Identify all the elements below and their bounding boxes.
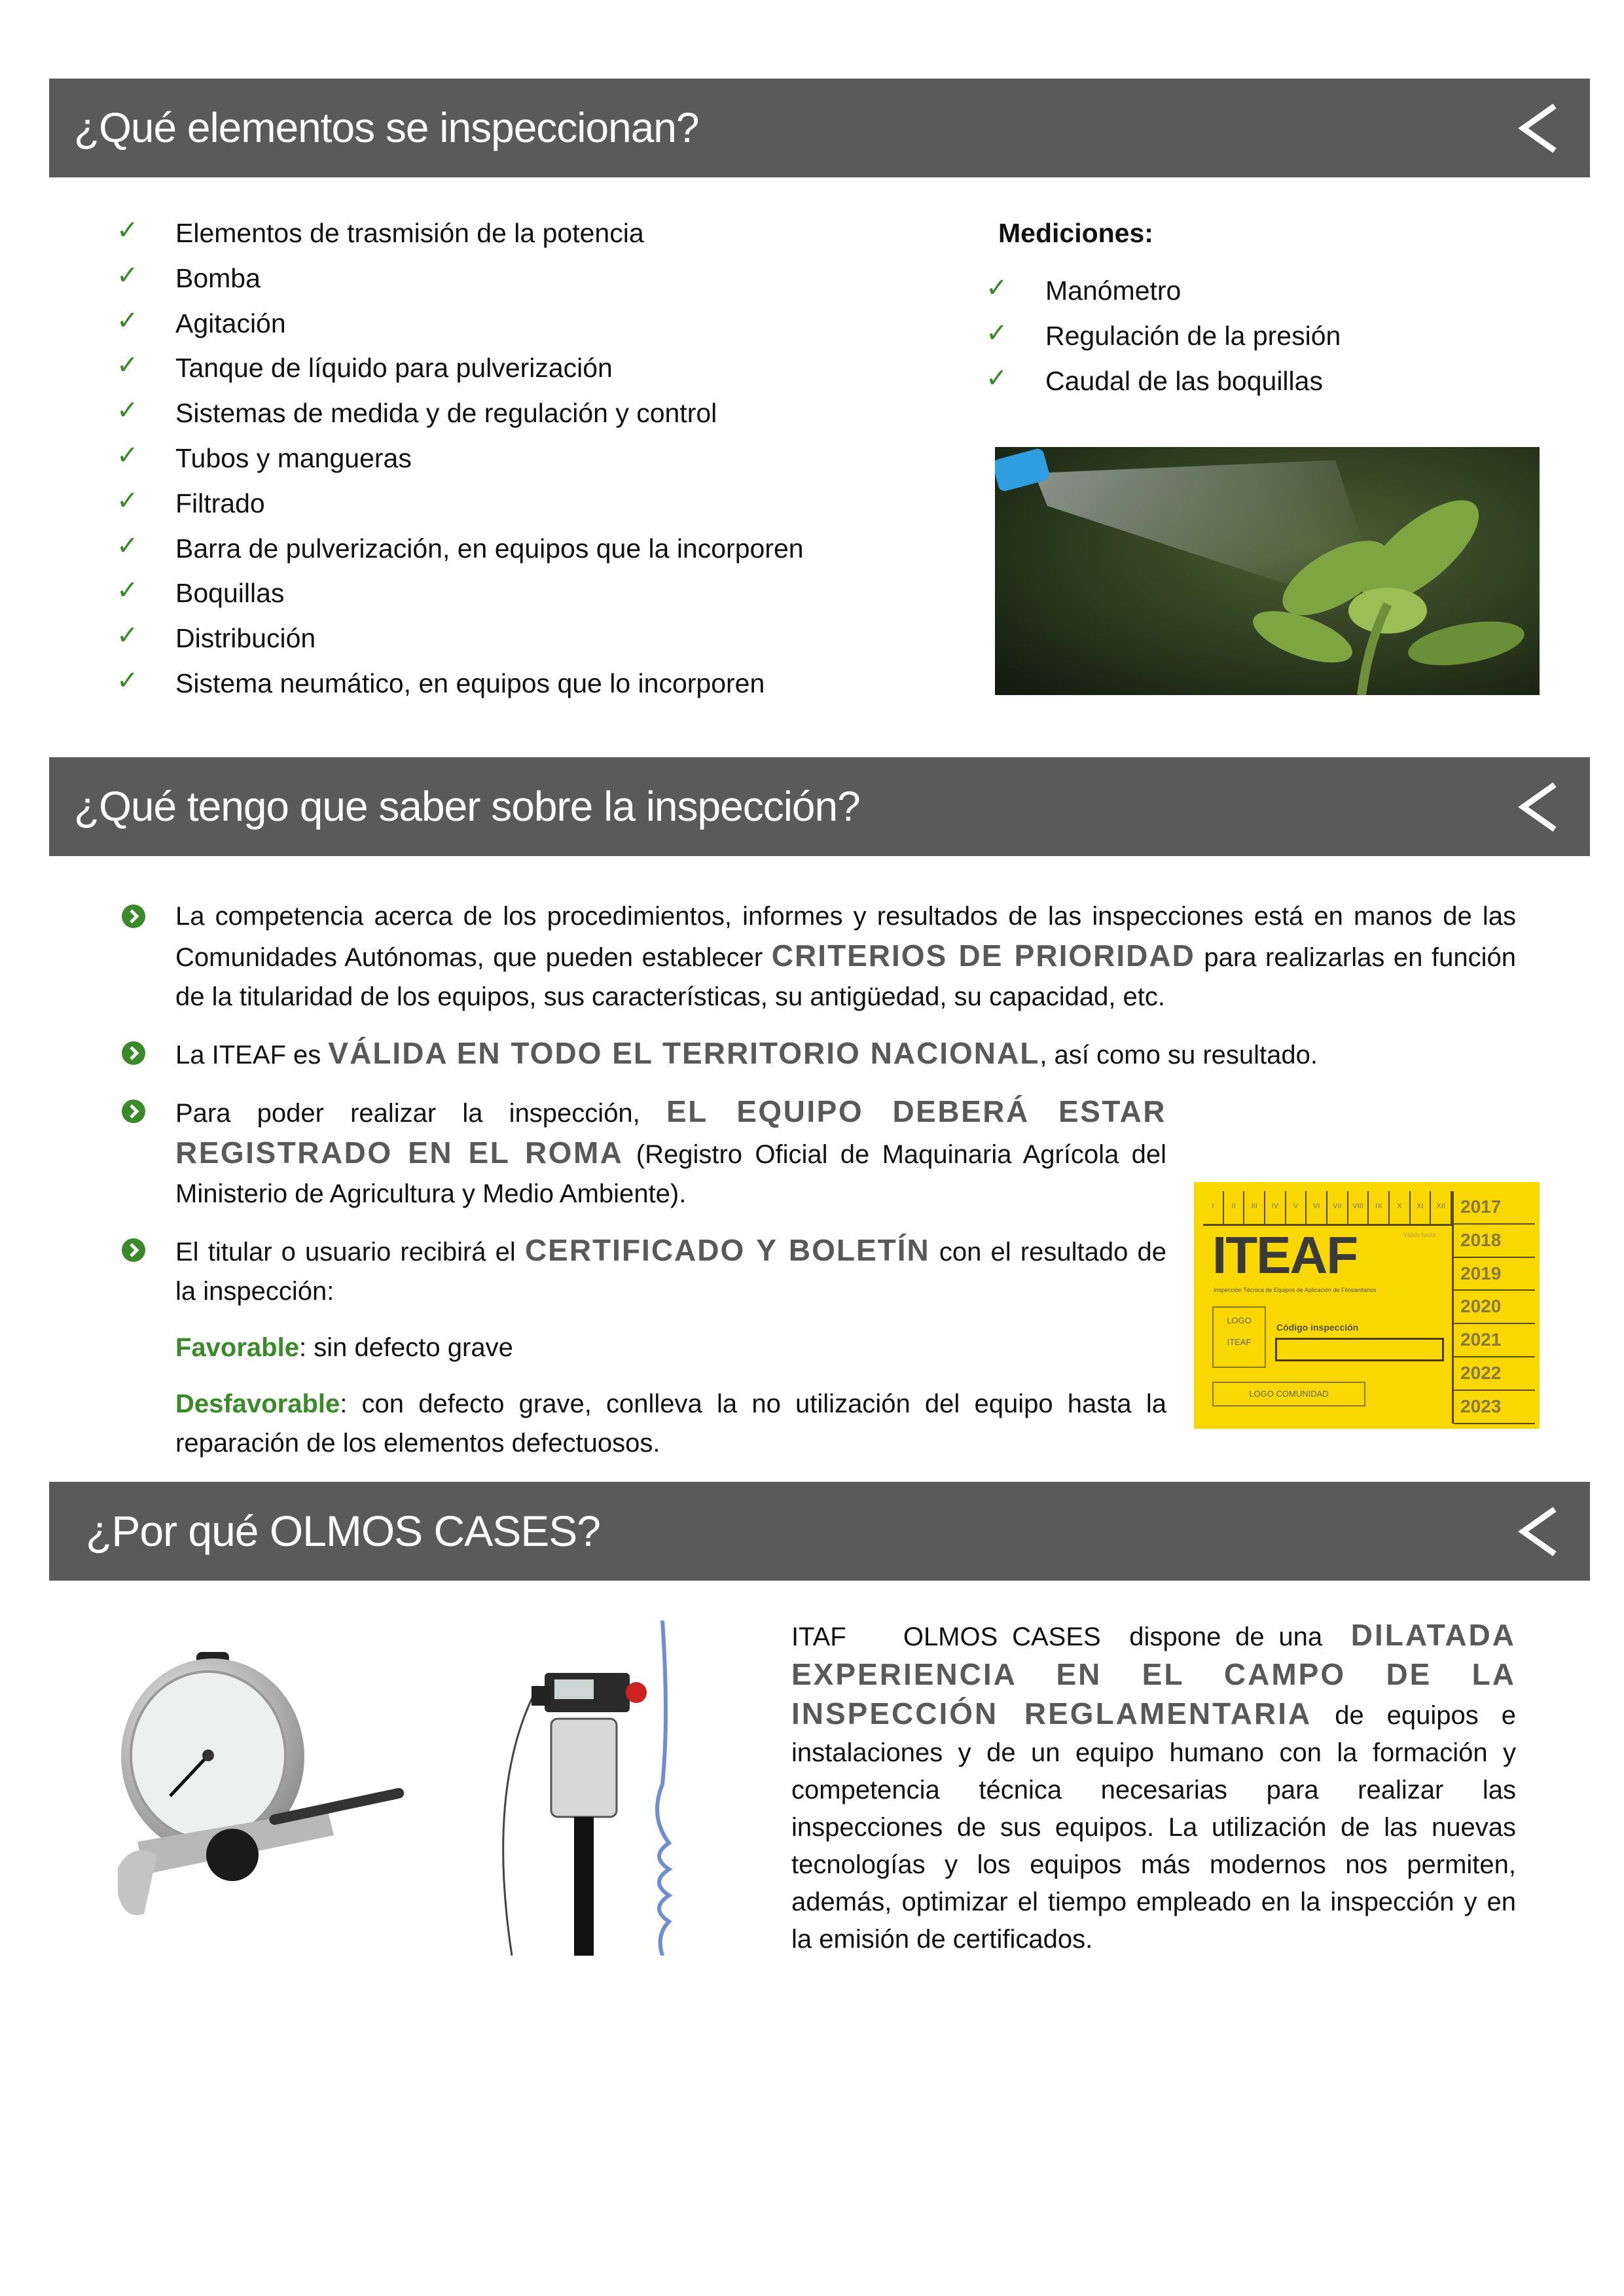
month-cell: III (1244, 1191, 1265, 1224)
check-icon: ✓ (117, 305, 139, 336)
list-item: Agitación (175, 308, 286, 338)
emphasis: DILATADA EXPERIENCIA EN EL CAMPO DE LA INSPECCIÓN REGLAMENTARIA (791, 1618, 1516, 1731)
year-cell: 2023 (1454, 1391, 1535, 1424)
list-item: Tanque de líquido para pulverización (175, 353, 613, 384)
check-icon: ✓ (986, 273, 1008, 303)
check-icon: ✓ (117, 350, 139, 381)
logo-iteaf-box (1212, 1306, 1266, 1368)
emphasis: VÁLIDA EN TODO EL TERRITORIO NACIONAL (328, 1036, 1040, 1070)
section-header-elementos (49, 79, 1590, 177)
sticker-years (1452, 1191, 1535, 1424)
check-icon: ✓ (117, 395, 139, 426)
pressure-gauge-photo (118, 1645, 413, 1926)
month-cell: V (1286, 1191, 1307, 1224)
month-cell: X (1390, 1191, 1411, 1224)
check-icon: ✓ (117, 620, 139, 651)
check-icon: ✓ (117, 666, 139, 696)
logo-comunidad-box: LOGO COMUNIDAD (1212, 1382, 1365, 1407)
text: de equipos e instalaciones y de un equipo humano con la formación y competencia técnica necesarias para realizar las inspecciones de sus equipos. La utilización de las nuevas tecnologías y los equipos más modernos nos permiten, además, optimizar el tiempo empleado en la inspección y en la emisión de certificados. (791, 1701, 1516, 1954)
month-cell: VII (1327, 1191, 1348, 1224)
list-item: Tubos y mangueras (175, 443, 412, 473)
month-cell: II (1224, 1191, 1245, 1224)
check-icon: ✓ (117, 530, 139, 561)
month-cell: IX (1369, 1191, 1390, 1224)
emphasis: CRITERIOS DE PRIORIDAD (771, 939, 1195, 973)
check-icon: ✓ (986, 318, 1008, 348)
list-item: Sistemas de medida y de regulación y control (175, 398, 717, 429)
chevron-bullet-icon (122, 1100, 145, 1123)
chevron-left-icon[interactable] (1517, 782, 1562, 832)
text: ITAF OLMOS CASES dispone de una (791, 1623, 1351, 1651)
chevron-left-icon[interactable] (1517, 103, 1562, 153)
valid-until: Válido hasta (1403, 1232, 1436, 1238)
chevron-bullet-icon (122, 905, 145, 928)
year-cell: 2021 (1454, 1324, 1535, 1357)
month-cell: VI (1307, 1191, 1327, 1224)
spray-plant-photo (995, 447, 1540, 695)
check-icon: ✓ (117, 440, 139, 471)
text: , así como su resultado. (1039, 1041, 1318, 1069)
year-cell: 2022 (1454, 1357, 1535, 1391)
list-item: Bomba (175, 262, 261, 293)
year-cell: 2019 (1454, 1258, 1535, 1291)
flow-meter-device-photo (473, 1621, 679, 1956)
year-cell: 2017 (1454, 1191, 1535, 1225)
list-item: Boquillas (175, 578, 285, 609)
check-icon: ✓ (117, 575, 139, 606)
month-cell: IV (1265, 1191, 1286, 1224)
favorable-line (175, 1328, 1166, 1367)
section-header-saber (49, 757, 1590, 856)
list-item: Distribución (175, 623, 316, 654)
chevron-left-icon[interactable] (1517, 1507, 1562, 1556)
year-cell: 2018 (1454, 1225, 1535, 1258)
section-title: ¿Por qué OLMOS CASES? (86, 1507, 600, 1555)
sticker-subtitle: Inspección Técnica de Equipos de Aplicación de Fitosanitarios (1214, 1287, 1377, 1293)
desfavorable-label: Desfavorable (175, 1390, 340, 1418)
chevron-bullet-icon (122, 1238, 145, 1262)
text: para realizarlas en función de la titularidad de los equipos, sus características, su antigüedad, su capacidad, etc. (175, 943, 1517, 1011)
list-item: Sistema neumático, en equipos que lo incorporen (175, 668, 765, 698)
section-header-olmos (49, 1482, 1590, 1581)
olmos-description (791, 1617, 1516, 1958)
info-paragraph (175, 897, 1516, 1016)
iteaf-sticker-image (1194, 1182, 1540, 1429)
month-cell: I (1203, 1191, 1224, 1224)
info-paragraph (175, 1230, 1166, 1311)
section-title: ¿Qué elementos se inspeccionan? (74, 104, 699, 151)
emphasis: EL EQUIPO DEBERÁ ESTAR REGISTRADO EN EL ROMA (175, 1094, 1167, 1170)
info-paragraph (175, 1033, 1516, 1075)
chevron-bullet-icon (122, 1041, 145, 1065)
check-icon: ✓ (986, 363, 1008, 393)
list-item: Regulación de la presión (1045, 321, 1341, 351)
desfavorable-line (175, 1384, 1166, 1463)
mediciones-title: Mediciones: (998, 218, 1153, 248)
text: con el resultado de la inspección: (175, 1238, 1167, 1306)
favorable-label: Favorable (175, 1333, 299, 1362)
text: (Registro Oficial de Maquinaria Agrícola del Ministerio de Agricultura y Medio Ambiente). (175, 1140, 1166, 1208)
list-item: Filtrado (175, 488, 265, 518)
text: La competencia acerca de los procedimientos, informes y resultados de las inspecciones está en manos de las Comunidades Autónomas, que pueden establecer (175, 902, 1516, 972)
emphasis: CERTIFICADO Y BOLETÍN (524, 1233, 930, 1267)
iteaf-brand: ITEAF (1212, 1226, 1358, 1284)
text: La ITEAF es (175, 1041, 329, 1069)
code-field (1275, 1338, 1444, 1361)
text: Para poder realizar la inspección, (175, 1099, 666, 1128)
year-cell: 2020 (1454, 1291, 1535, 1324)
sticker-months (1203, 1191, 1452, 1226)
text: : sin defecto grave (298, 1333, 513, 1362)
check-icon: ✓ (117, 260, 139, 291)
text: ITEAF (1227, 1337, 1252, 1347)
month-cell: XII (1431, 1191, 1452, 1224)
list-item: Elementos de trasmisión de la potencia (175, 218, 644, 248)
check-icon: ✓ (117, 215, 139, 245)
month-cell: XI (1411, 1191, 1432, 1224)
text: El titular o usuario recibirá el (175, 1238, 525, 1266)
code-label: Código inspección (1276, 1322, 1359, 1333)
list-item: Manómetro (1045, 276, 1182, 306)
section-title: ¿Qué tengo que saber sobre la inspección? (74, 783, 860, 830)
text: : con defecto grave, conlleva la no utilización del equipo hasta la reparación de los elementos defectuosos. (175, 1390, 1166, 1458)
list-item: Caudal de las boquillas (1045, 366, 1323, 396)
month-cell: VIII (1348, 1191, 1369, 1224)
text: LOGO (1227, 1316, 1252, 1325)
list-item: Barra de pulverización, en equipos que la incorporen (175, 533, 804, 564)
check-icon: ✓ (117, 485, 139, 516)
